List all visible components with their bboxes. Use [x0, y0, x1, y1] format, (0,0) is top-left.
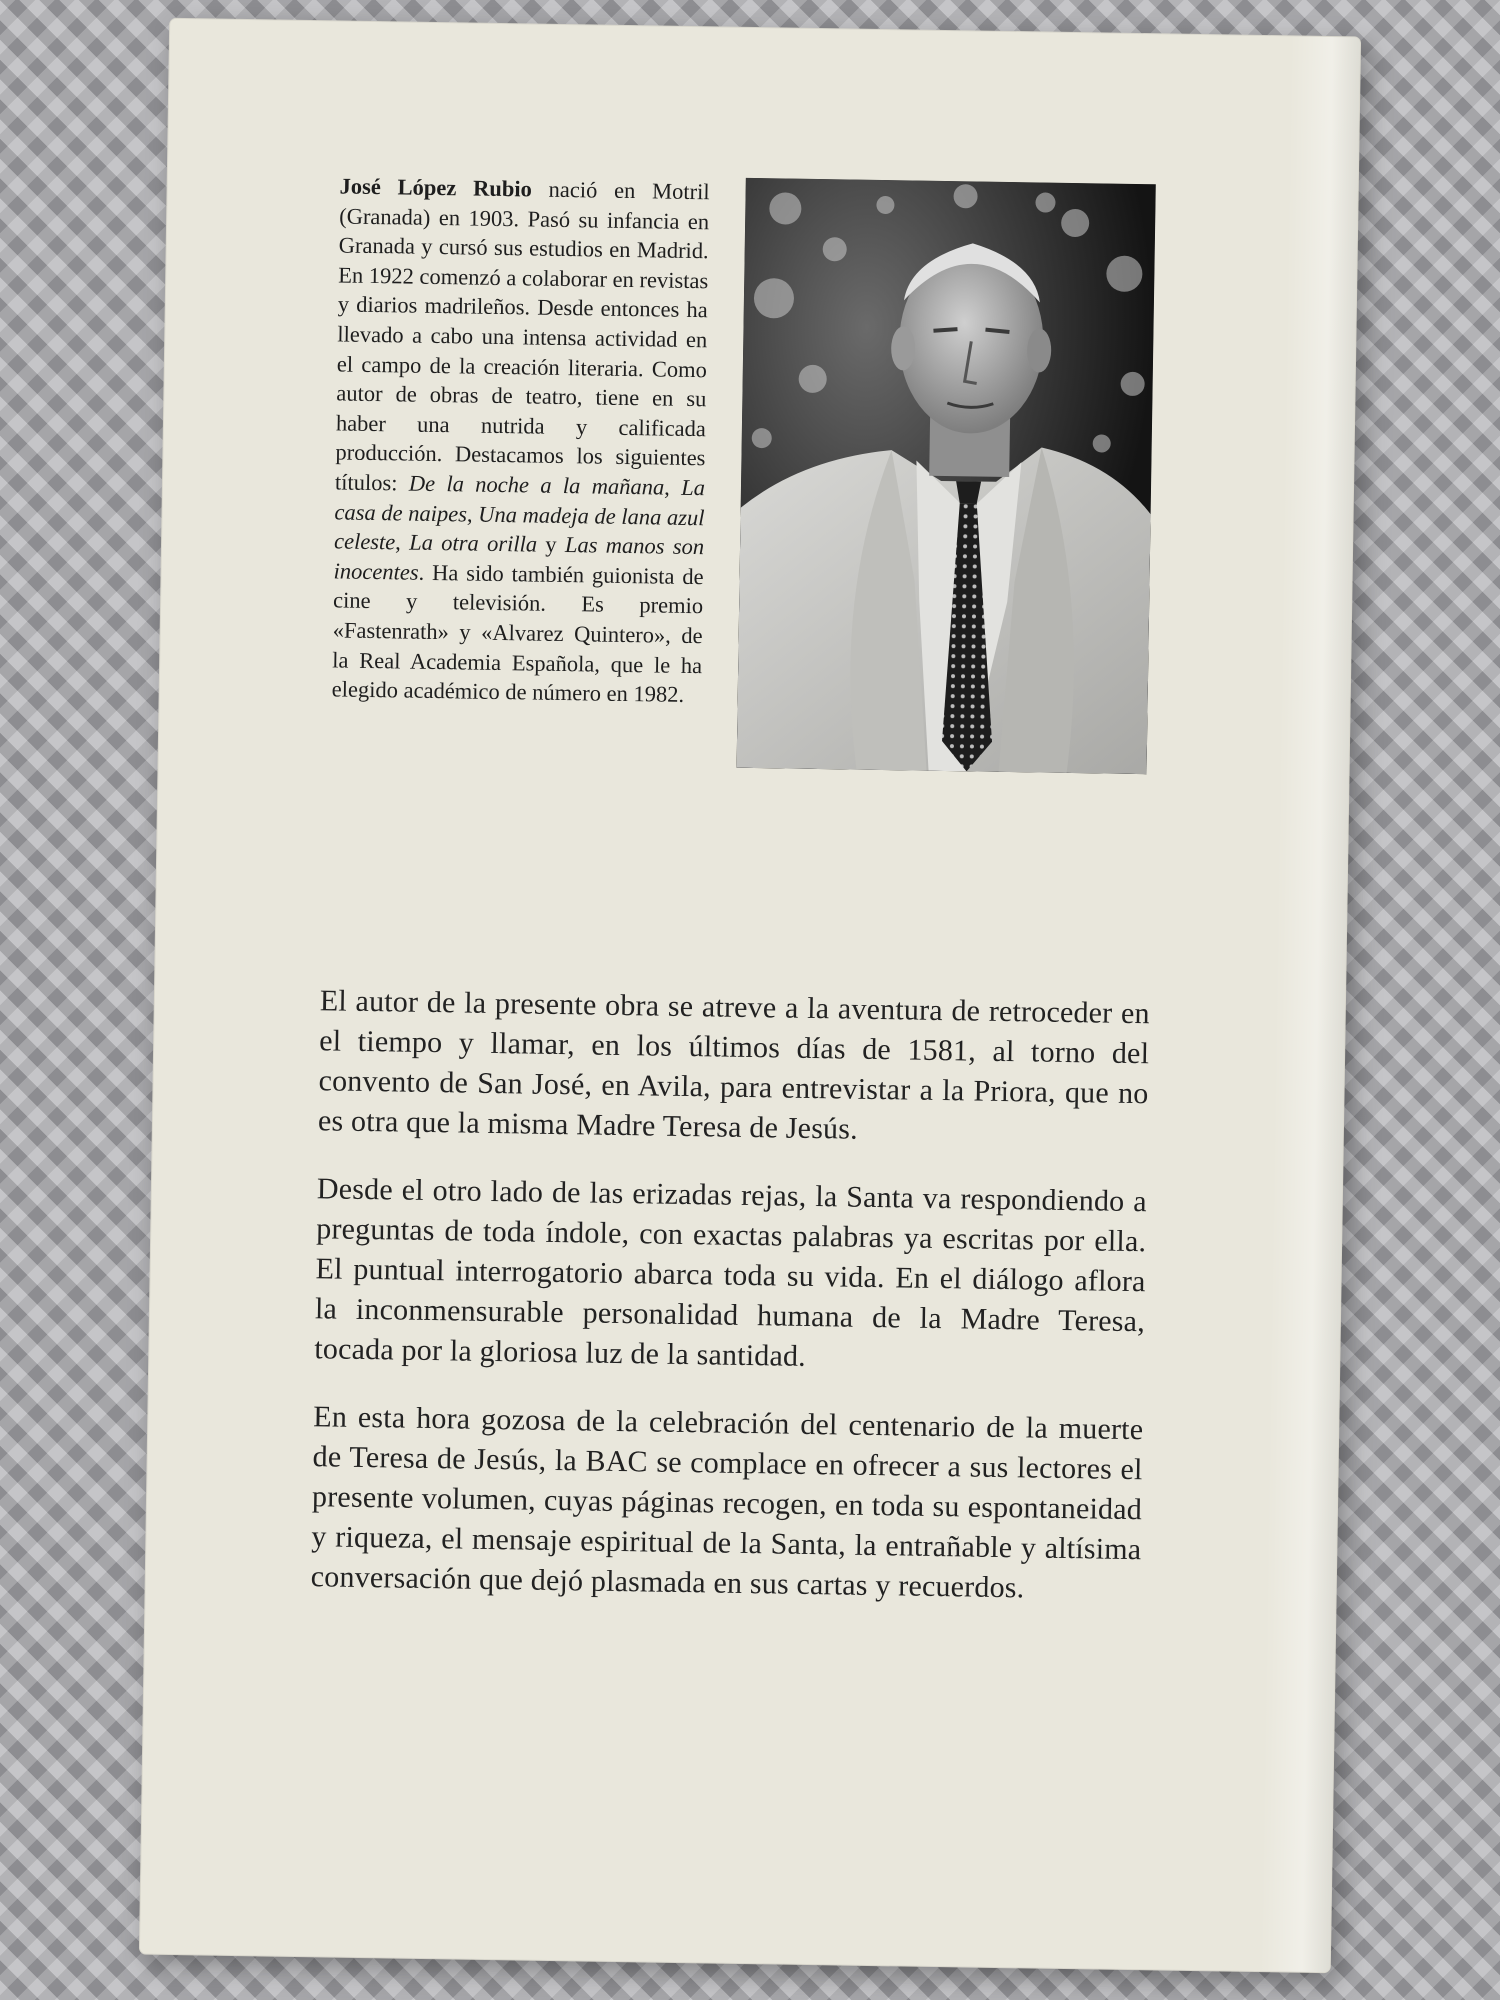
bio-text-2: . Ha sido también guionista de cine y televisión. Es premio «Fastenrath» y «Alvarez Quintero», de la Real Academia Española, que le ha elegido académico de número en 1982.: [331, 559, 704, 708]
bio-title-3: Una madeja de lana azul celeste: [333, 501, 705, 555]
description-paragraph: El autor de la presente obra se atreve a la aventura de retroceder en el tiempo y llamar, en los últimos días de 1581, al torno del convento de San José, en Avila, para entrevistar a la Priora, que no es otra que la misma Madre Teresa de Jesús.: [317, 984, 1151, 1146]
author-photo: [737, 178, 1156, 774]
bio-sep: ,: [664, 474, 682, 500]
book-description: [310, 981, 1150, 1638]
author-name: José López Rubio: [339, 173, 533, 202]
description-paragraph: En esta hora gozosa de la celebración del centenario de la muerte de Teresa de Jesús, la BAC se complace en ofrecer a sus lectores el presente volumen, cuyas páginas recogen, en toda su espontaneidad y riqueza, el mensaje espiritual de la Santa, la entrañable y altísima conversación que dejó plasmada en sus cartas y recuerdos.: [310, 1400, 1144, 1605]
bio-title-2: La casa de naipes: [334, 474, 706, 527]
bio-text-1: nació en Motril (Granada) en 1903. Pasó su infancia en Granada y cursó sus estudios en Madrid. En 1922 comenzó a colaborar en revistas y diarios madrileños. Desde entonces ha llevado a cabo una intensa actividad en el campo de la creación literaria. Como autor de obras de teatro, tiene en su haber una nutrida y calificada producción. Destacamos los siguientes títulos:: [334, 176, 710, 496]
author-bio: [332, 171, 710, 709]
bio-title-1: De la noche a la mañana: [408, 470, 665, 500]
bio-sep: y: [536, 531, 566, 558]
description-paragraph: Desde el otro lado de las erizadas rejas, la Santa va respondiendo a preguntas de toda índole, con exactas palabras ya escritas por ella. El puntual interrogatorio abarca toda su vida. En el diálogo aflora la inconmensurable personalidad humana de la Madre Teresa, tocada por la gloriosa luz de la santidad.: [314, 1172, 1148, 1373]
plastic-sheen: [1260, 36, 1360, 1972]
book-back-cover: [140, 19, 1360, 1972]
bio-sep: ,: [466, 501, 479, 527]
author-portrait-image: [737, 178, 1156, 774]
bio-sep: ,: [395, 529, 410, 555]
bio-title-5: Las manos son inocentes: [333, 532, 705, 585]
bio-title-4: La otra orilla: [409, 529, 538, 557]
